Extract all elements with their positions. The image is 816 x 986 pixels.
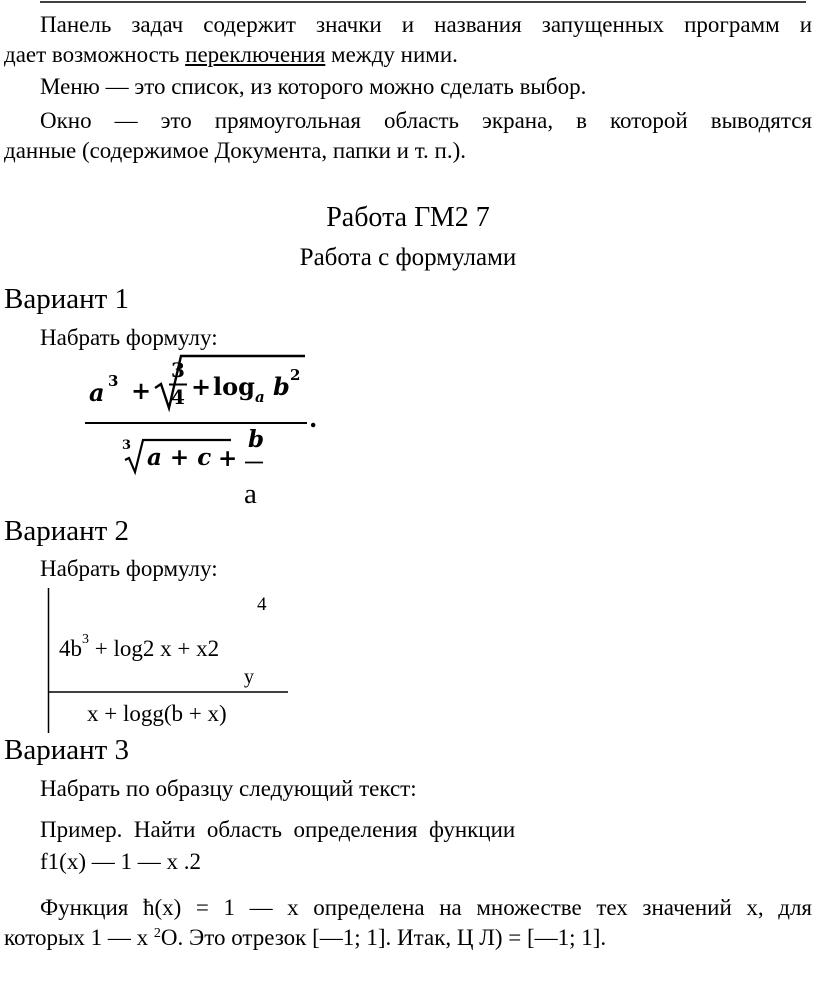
function-line2: [4, 923, 812, 953]
work-subtitle: Работа с формулами: [299, 244, 517, 271]
variant2-heading: Вариант 2: [4, 515, 130, 547]
example-line2: f1(x) — 1 — x .2: [40, 849, 201, 874]
denominator-plus: +: [218, 445, 238, 472]
variant3-heading: Вариант 3: [4, 734, 130, 766]
work-title: Работа ГМ2 7: [326, 202, 490, 233]
text-fragment: между ними.: [325, 42, 458, 67]
root-index: 3: [122, 438, 132, 453]
formula-plus: +: [131, 376, 152, 405]
numerator-prefix: 4b: [59, 636, 82, 661]
paragraph-taskbar-line1: Панель задач содержит значки и названия запущенных программ и: [40, 12, 812, 37]
paragraph-taskbar-line2: [4, 40, 812, 70]
paragraph-menu-text: Меню — это список, из которого можно сделать выбор.: [40, 74, 587, 99]
formula-plus-2: +: [191, 372, 212, 401]
denominator-b: b: [248, 426, 265, 453]
formula2-top-index: 4: [257, 594, 267, 615]
formula-b-exponent: 2: [290, 366, 301, 384]
variant1-formula: [85, 352, 345, 482]
function-paragraph: [4, 893, 812, 953]
frac-denominator: 4: [171, 385, 185, 409]
formula2-numerator: [59, 632, 220, 662]
variant2-formula-box: [44, 588, 294, 733]
paragraph-window-line1: Окно — это прямоугольная область экрана, в которой выводятся: [40, 108, 812, 133]
paragraph-window-line2: данные (содержимое Документа, папки и т. п.).: [4, 138, 466, 163]
formula-b: b: [273, 372, 290, 401]
numerator-rest: + log2 x + x2: [89, 636, 220, 661]
underlined-word: переключения: [185, 42, 326, 67]
variant3-task: Набрать по образцу следующий текст:: [40, 776, 417, 801]
main-fraction-bar: [85, 421, 315, 425]
formula-log: log: [213, 372, 255, 401]
text-fragment: которых 1 — x: [4, 925, 154, 950]
paragraph-menu: [4, 72, 812, 102]
formula-log-base: a: [255, 388, 265, 406]
variant2-task: Набрать формулу:: [40, 556, 218, 581]
numerator-exponent: 3: [82, 632, 89, 647]
formula2-sub-y: у: [244, 666, 254, 688]
formula-a-exponent: 3: [108, 372, 119, 390]
variant1-task: Набрать формулу:: [40, 325, 218, 350]
formula-a: a: [89, 378, 105, 407]
example-line1: Пример. Найти область определения функции: [40, 817, 516, 842]
formula2-denominator: x + logg(b + x): [87, 701, 227, 726]
paragraph-window: [4, 106, 812, 166]
paragraph-taskbar: [4, 10, 812, 70]
variant1-below-letter: a: [244, 478, 257, 510]
formula-period: .: [309, 404, 318, 433]
root-radicand: a + c: [147, 444, 212, 471]
small-fraction-bar: [245, 461, 265, 464]
frac-numerator: 3: [171, 358, 185, 382]
exponent: 2: [153, 926, 161, 941]
text-fragment: O. Это отрезок [—1; 1]. Итак, Ц Л) = [—1; 1].: [160, 925, 607, 950]
function-line1: Функция ħ(x) = 1 — x определена на множестве тех значений x, для: [40, 895, 812, 920]
top-rule: [0, 0, 816, 6]
text-fragment: дает возможность: [4, 42, 186, 67]
variant1-heading: Вариант 1: [4, 283, 130, 315]
